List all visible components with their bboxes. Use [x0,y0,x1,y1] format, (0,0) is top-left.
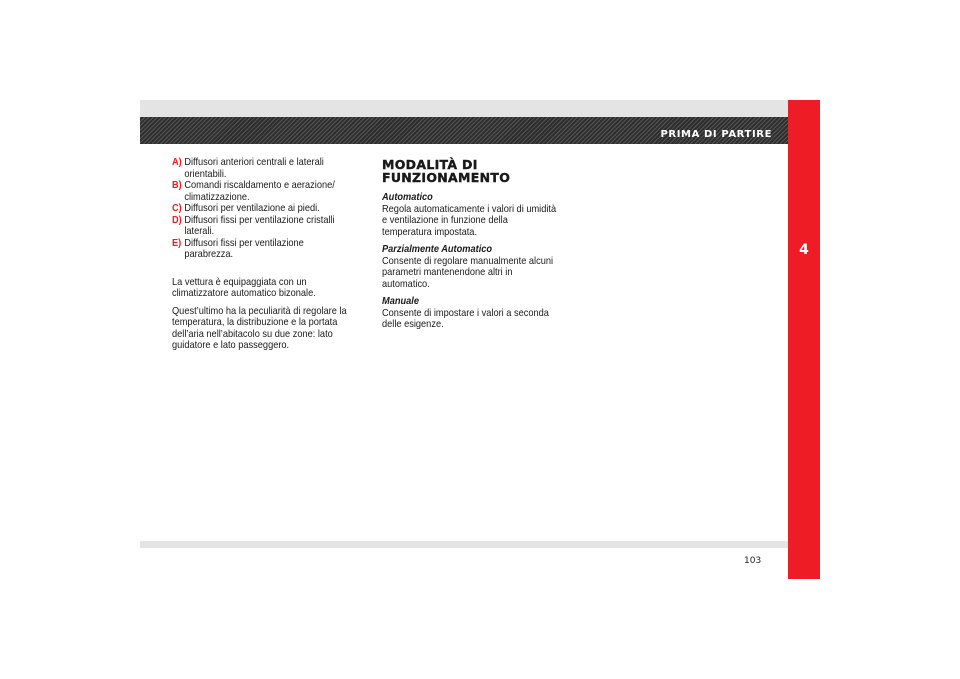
section-heading: MODALITÀ DI FUNZIONAMENTO [382,157,511,185]
left-column [172,157,348,352]
legend-key: E) [172,236,182,249]
legend-item [172,203,348,215]
legend-key: B) [172,179,182,191]
mode-title: Parzialmente Automatico [382,243,493,255]
legend-item [172,157,348,180]
legend-text: Diffusori fissi per ventilazione parabrezza. [184,236,304,260]
body-paragraph: La vettura è equipaggiata con un climatizzatore automatico bizonale. [172,275,316,299]
legend-text: Diffusori fissi per ventilazione cristalli laterali. [184,213,335,237]
header-bar [140,100,788,117]
mode-description: Consente di regolare manualmente alcuni parametri mantenendone altri in automatico. [382,254,554,290]
footer-bar [140,541,788,548]
mode-description: Consente di impostare i valori a seconda delle esigenze. [382,306,549,330]
legend-text: Diffusori anteriori centrali e laterali orientabili. [184,156,324,180]
mode-title: Manuale [382,295,419,307]
page-number: 103 [744,556,762,566]
right-column [382,158,582,331]
legend-key: C) [172,202,182,214]
legend-item [172,238,348,261]
legend-key: A) [172,156,182,168]
legend-text: Comandi riscaldamento e aerazione/ climatizzazione. [184,179,335,203]
section-title: PRIMA DI PARTIRE [660,129,772,140]
modes-list [382,192,558,331]
legend-text: Diffusori per ventilazione ai piedi. [184,202,320,214]
mode-title: Automatico [382,191,433,203]
legend-key: D) [172,213,182,226]
chapter-tab [788,100,820,579]
body-paragraph: Quest’ultimo ha la peculiarità di regolare la temperatura, la distribuzione e la portata dell’aria nell’abitacolo su due zone: lato guidatore e lato passeggero. [172,304,347,351]
legend-item [172,215,348,238]
mode-description: Regola automaticamente i valori di umidità e ventilazione in funzione della temperatura impostata. [382,202,557,238]
legend-item [172,180,348,203]
chapter-number: 4 [799,242,809,258]
